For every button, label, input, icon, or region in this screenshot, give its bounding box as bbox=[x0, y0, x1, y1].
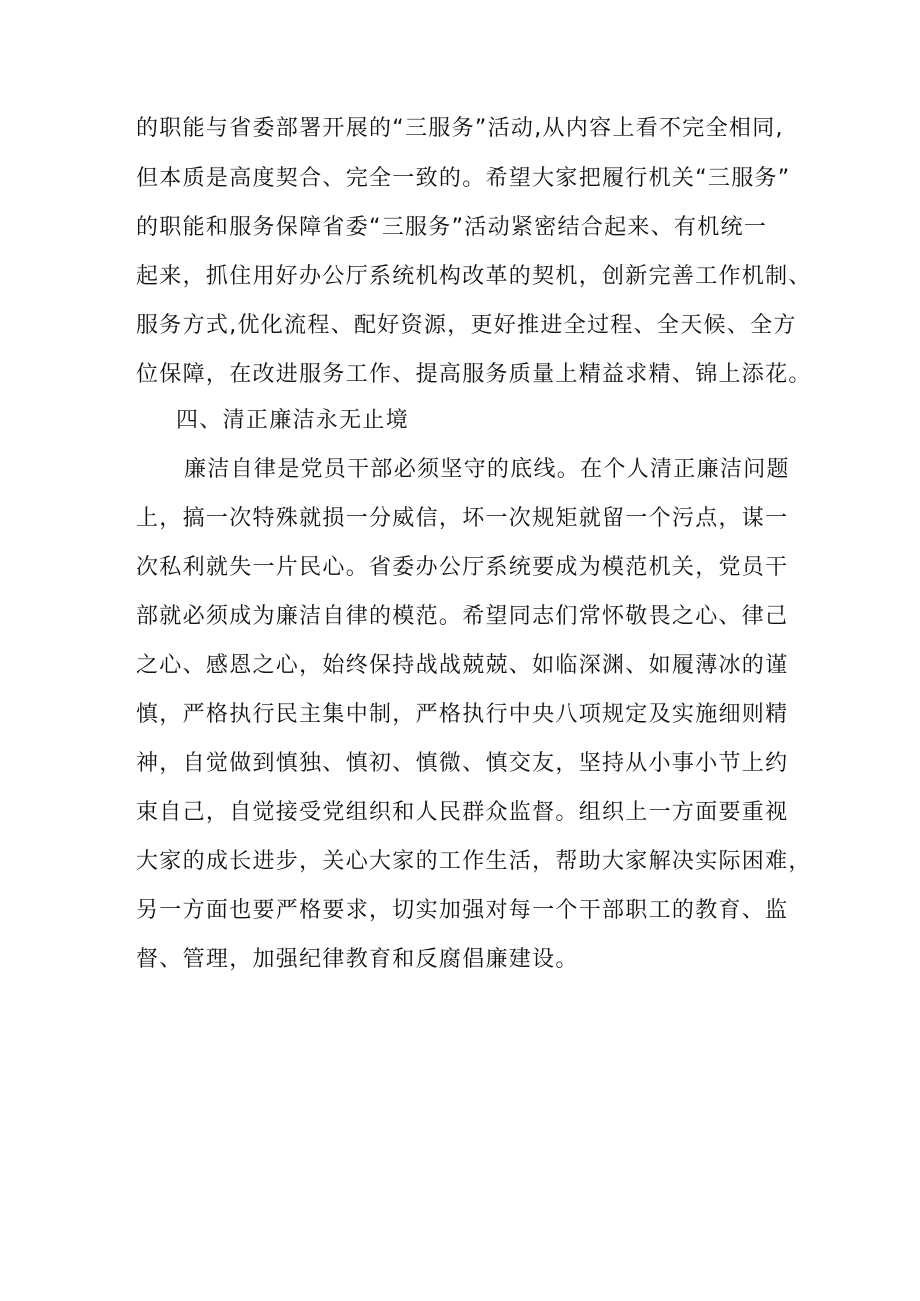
paragraph-2-line-4: 部就必须成为廉洁自律的模范。希望同志们常怀敬畏之心、律己 bbox=[136, 604, 789, 629]
paragraph-2-line-3: 次私利就失一片民心。省委办公厅系统要成为模范机关，党员干 bbox=[136, 555, 789, 580]
paragraph-2-line-2: 上，搞一次特殊就损一分威信，坏一次规矩就留一个污点，谋一 bbox=[136, 506, 789, 531]
section-heading: 四、清正廉洁永无止境 bbox=[176, 408, 410, 433]
paragraph-2-line-9: 大家的成长进步，关心大家的工作生活，帮助大家解决实际困难， bbox=[136, 849, 812, 874]
paragraph-2-line-6: 慎，严格执行民主集中制，严格执行中央八项规定及实施细则精 bbox=[136, 702, 789, 727]
paragraph-2-line-8: 束自己，自觉接受党组织和人民群众监督。组织上一方面要重视 bbox=[136, 800, 789, 825]
paragraph-2-line-5: 之心、感恩之心，始终保持战战兢兢、如临深渊、如履薄冰的谨 bbox=[136, 653, 789, 678]
paragraph-1-line-6: 位保障，在改进服务工作、提高服务质量上精益求精、锦上添花。 bbox=[136, 362, 812, 387]
paragraph-2-line-10: 另一方面也要严格要求，切实加强对每一个干部职工的教育、监 bbox=[136, 898, 789, 923]
paragraph-2-line-7: 神，自觉做到慎独、慎初、慎微、慎交友，坚持从小事小节上约 bbox=[136, 751, 789, 776]
paragraph-2-line-1: 廉洁自律是党员干部必须坚守的底线。在个人清正廉洁问题 bbox=[184, 457, 790, 482]
paragraph-1-line-3: 的职能和服务保障省委“三服务”活动紧密结合起来、有机统一 bbox=[136, 215, 768, 240]
paragraph-2-line-11: 督、管理，加强纪律教育和反腐倡廉建设。 bbox=[136, 947, 579, 972]
paragraph-1-line-5: 服务方式,优化流程、配好资源，更好推进全过程、全天候、全方 bbox=[136, 313, 797, 338]
paragraph-1-line-4: 起来，抓住用好办公厅系统机构改革的契机，创新完善工作机制、 bbox=[136, 264, 812, 289]
paragraph-1-line-2: 但本质是高度契合、完全一致的。希望大家把履行机关“三服务” bbox=[136, 166, 791, 191]
paragraph-1-line-1: 的职能与省委部署开展的“三服务”活动,从内容上看不完全相同, bbox=[136, 116, 784, 141]
